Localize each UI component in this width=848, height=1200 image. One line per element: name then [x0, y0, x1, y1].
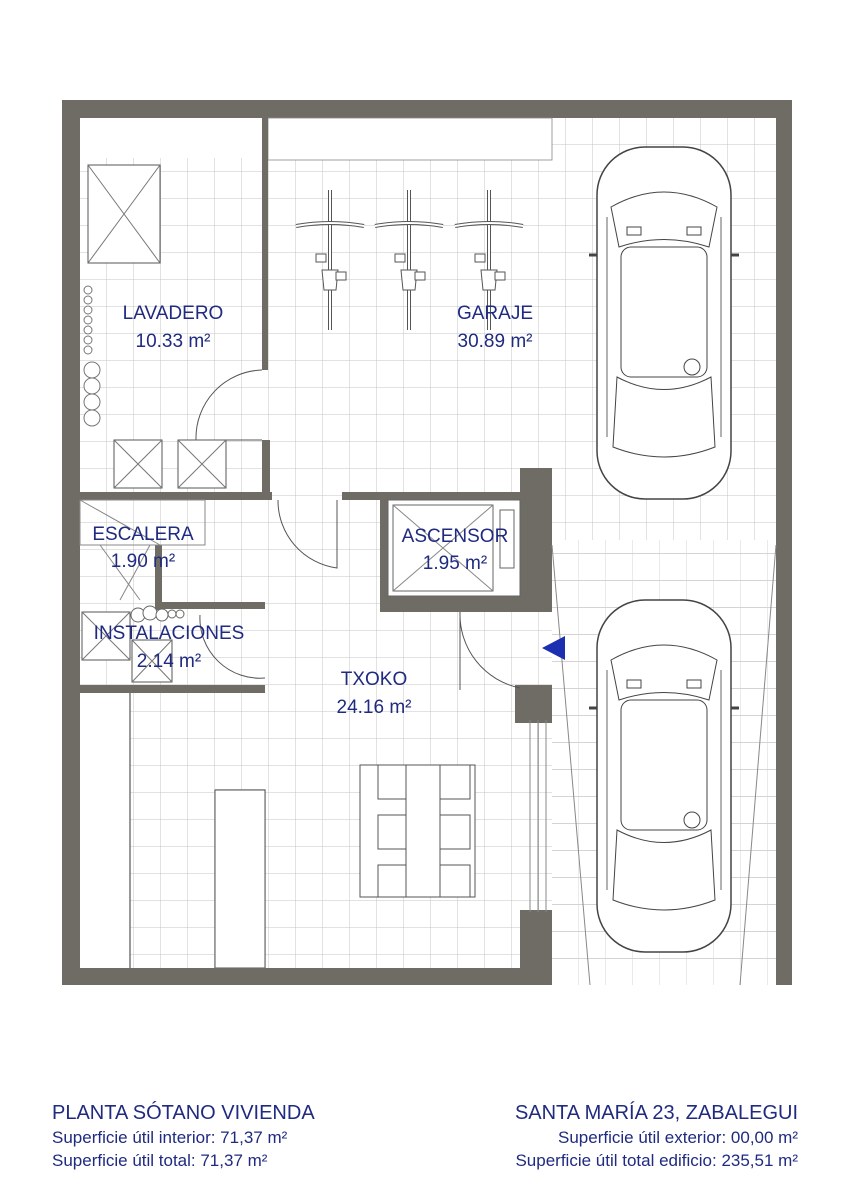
- room-area-txoko: 24.16 m²: [336, 697, 412, 718]
- room-name-instalaciones: INSTALACIONES: [93, 623, 245, 644]
- address: SANTA MARÍA 23, ZABALEGUI: [514, 1102, 798, 1124]
- room-area-ascensor: 1.95 m²: [422, 553, 488, 574]
- garage-top-strip: [268, 118, 552, 160]
- room-area-lavadero: 10.33 m²: [135, 331, 211, 352]
- car-icon: [589, 600, 739, 952]
- room-name-ascensor: ASCENSOR: [401, 526, 509, 547]
- building-total-area: Superficie útil total edificio: 235,51 m²: [515, 1151, 798, 1170]
- car-icon: [589, 147, 739, 499]
- room-name-garaje: GARAJE: [456, 303, 534, 324]
- room-name-escalera: ESCALERA: [92, 524, 194, 545]
- footer-right: [515, 1100, 798, 1172]
- exterior-area: Superficie útil exterior: 00,00 m²: [558, 1128, 798, 1147]
- plan-title: PLANTA SÓTANO VIVIENDA: [52, 1102, 315, 1124]
- room-area-escalera: 1.90 m²: [110, 551, 176, 572]
- footer-left: [52, 1100, 315, 1172]
- room-name-txoko: TXOKO: [340, 669, 408, 690]
- interior-area: Superficie útil interior: 71,37 m²: [52, 1128, 288, 1147]
- dining-table: [360, 765, 475, 897]
- room-area-instalaciones: 2.14 m²: [136, 651, 202, 672]
- total-area: Superficie útil total: 71,37 m²: [52, 1151, 268, 1170]
- room-name-lavadero: LAVADERO: [122, 303, 224, 324]
- room-area-garaje: 30.89 m²: [457, 331, 533, 352]
